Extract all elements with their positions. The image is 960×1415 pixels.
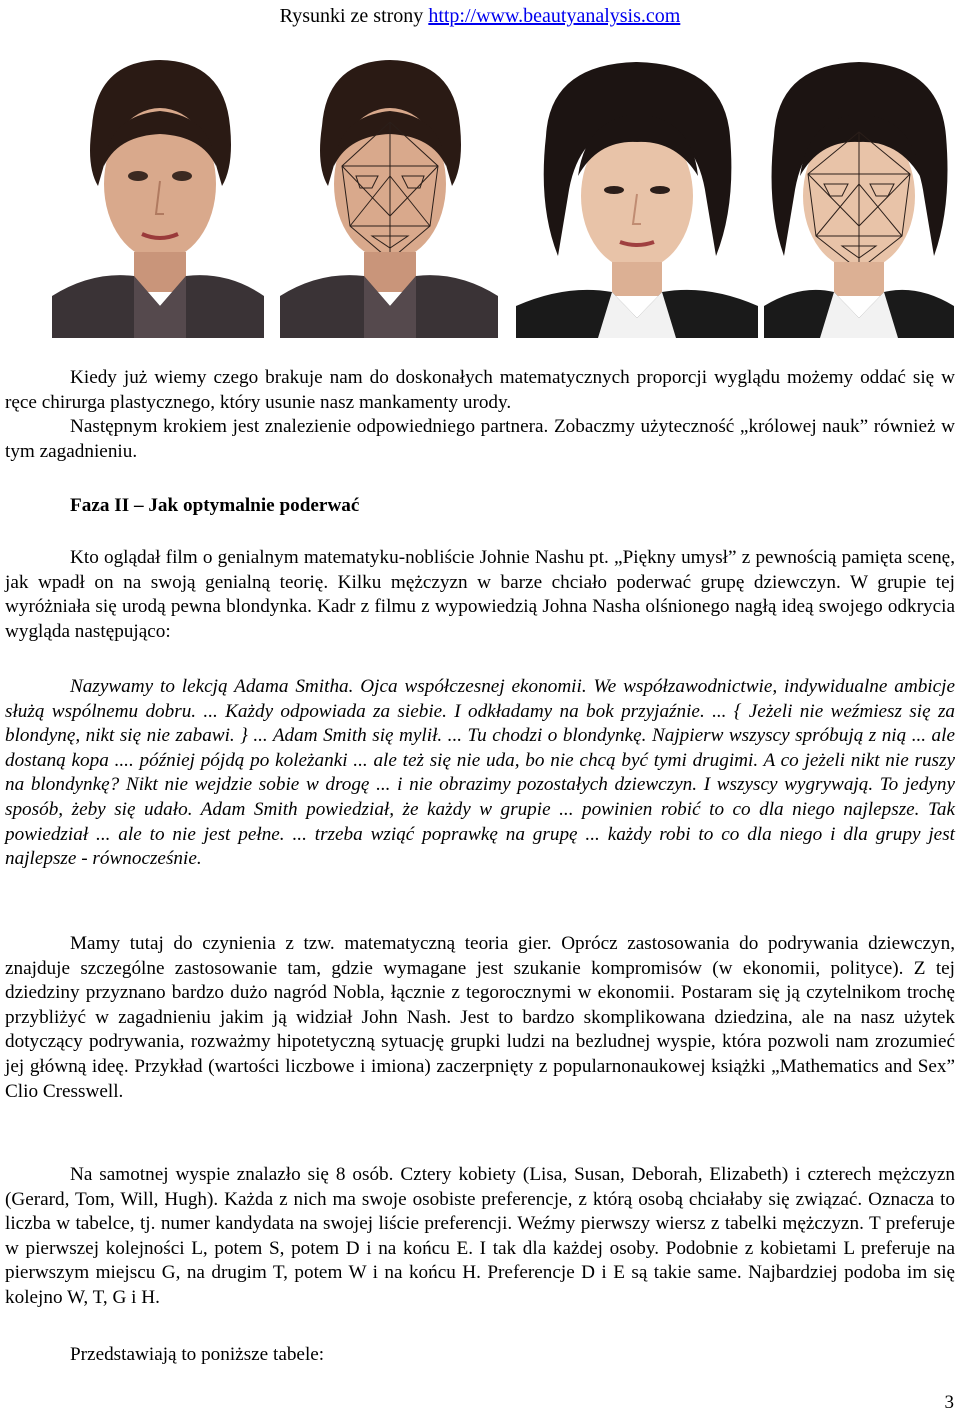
film-quote: Nazywamy to lekcją Adama Smitha. Ojca współczesnej ekonomii. We współzawodnictwie, indywidualne ambicje służą wspólnemu dobru. ... Każdy odpowiada za siebie. I odkładamy na bok przyjaźnie. ... { Jeżeli nie weźmiesz się za blondynę, nikt się nie zabawi. } ... Adam Smith się mylił. ... Tu chodzi o blondynkę. Najpierw wszyscy spróbują z nią ... ale dostaną kopa .... później pójdą po koleżanki ... ale też się nie uda, bo nie chcą być tymi drugimi. A co jeżeli nikt nie ruszy na blondynkę? Nikt nie wejdzie sobie w drogę ... i nie obrazimy pozostałych dziewczyn. I wszyscy wygrywają. To jedyny sposób, żeby się udało. Adam Smith powiedział, że każdy w grupie ... powinien robić to co dla niego najlepsze. Tak powiedział ... ale to nie jest pełne. ... trzeba wziąć poprawkę na grupę ... każdy robi to co dla niego i dla grupy jest najlepsze - równocześnie. <box>5 676 955 870</box>
face-photos <box>52 56 954 338</box>
photo-woman-1-mask <box>280 56 498 338</box>
page-header <box>0 4 960 28</box>
source-link[interactable]: http://www.beautyanalysis.com <box>428 5 681 27</box>
header-prefix: Rysunki ze strony <box>279 5 429 27</box>
paragraph-island: Na samotnej wyspie znalazło się 8 osób. Cztery kobiety (Lisa, Susan, Deborah, Elizabeth) i czterech mężczyzn (Gerard, Tom, Will, Hugh). Każda z nich ma swoje osobiste preferencje, z którą osobą chciałaby się związać. Oznacza to liczba w tabelce, tj. numer kandydata na swojej liście preferencji. Weźmy pierwszy wiersz z tabelki mężczyzn. T preferuje w pierwszej kolejności L, potem S, potem D i na końcu E. I tak dla każdej osoby. Podobnie z kobietami L preferuje na pierwszym miejscu G, na drugim T, potem W i na końcu H. Preferencje D i E są takie same. Najbardziej podoba im się kolejno W, T, G i H. <box>5 1164 955 1308</box>
photo-woman-2-mask <box>764 56 954 338</box>
paragraph-surgery: Kiedy już wiemy czego brakuje nam do doskonałych matematycznych proporcji wyglądu możemy oddać się w ręce chirurga plastycznego, który usunie nasz mankamenty urody. <box>5 367 955 413</box>
paragraph-partner: Następnym krokiem jest znalezienie odpowiedniego partnera. Zobaczmy użyteczność „królowej nauk” również w tym zagadnieniu. <box>5 416 955 462</box>
paragraph-nash-film: Kto oglądał film o genialnym matematyku-nobliście Johnie Nashu pt. „Piękny umysł” z pewnością pamięta scenę, jak wpadł on na swoją genialną teorię. Kilku mężczyzn w barze chciało poderwać grupę dziewczyn. W grupie tej wyróżniała się urodą pewna blondynka. Kadr z filmu z wypowiedzią Johna Nasha olśnionego nagłą ideą swojego odkrycia wygląda następująco: <box>5 547 955 642</box>
section-heading: Faza II – Jak optymalnie poderwać <box>70 495 360 516</box>
page-number: 3 <box>944 1392 954 1413</box>
intro-paragraph <box>5 366 955 464</box>
paragraph-tables-intro: Przedstawiają to poniższe tabele: <box>70 1344 325 1365</box>
paragraph-game-theory: Mamy tutaj do czynienia z tzw. matematyczną teoria gier. Oprócz zastosowania do podrywania dziewczyn, znajduje szczególne zastosowanie tam, gdzie wymagane jest szukanie kompromisów (w ekonomii, polityce). Z tej dziedziny przyznano bardzo dużo nagród Nobla, łącznie z tegorocznymi w ekonomii. Postaram się ją czytelnikom trochę przybliżyć w zagadnieniu jakim ją widział John Nash. Jest to bardzo skomplikowana dziedzina, ale na nasz użytek dotyczący podrywania, rozważmy hipotetyczną sytuację grupki ludzi na bezludnej wyspie, która pozwoli nam zrozumieć jej główną ideę. Przykład (wartości liczbowe i imiona) zaczerpnięty z popularnonaukowej książki „Mathematics and Sex” Clio Cresswell. <box>5 933 955 1102</box>
photo-woman-2-plain <box>516 56 758 338</box>
photo-woman-1-plain <box>52 56 264 338</box>
